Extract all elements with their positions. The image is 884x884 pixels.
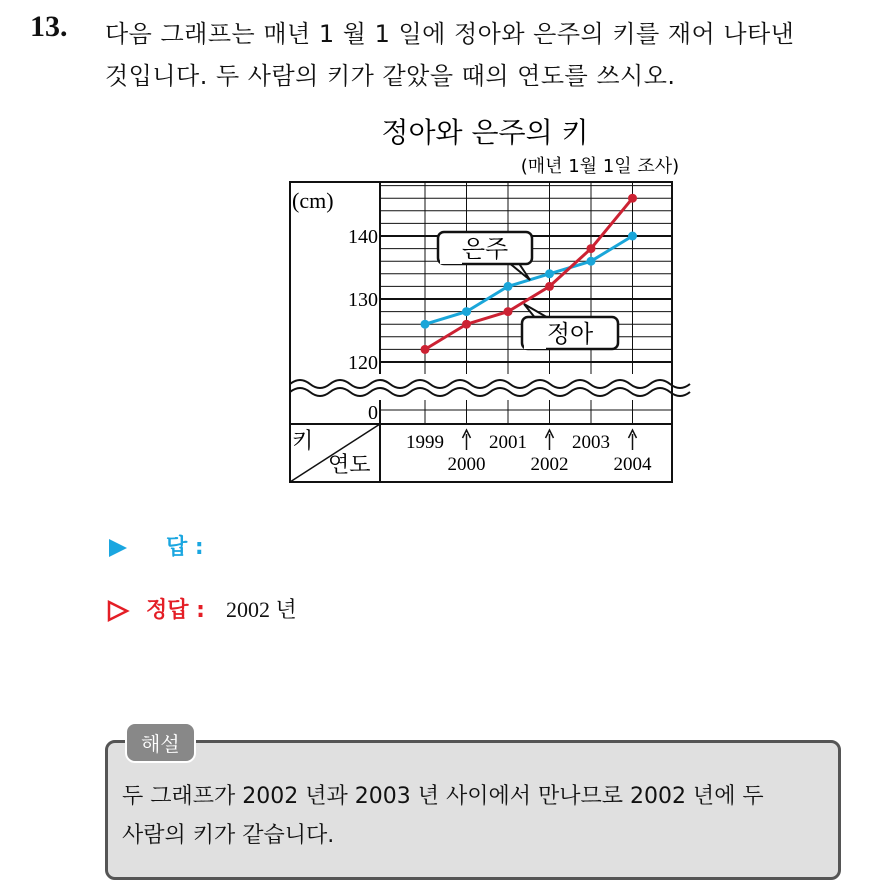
y-axis-label: 키 [292, 429, 314, 454]
series-label: 정아 [546, 320, 594, 348]
data-point [504, 307, 513, 316]
y-tick-label: 140 [348, 226, 378, 248]
question-text-line2: 것입니다. 두 사람의 키가 같았을 때의 연도를 쓰시오. [105, 62, 676, 90]
callout-gap [524, 343, 546, 349]
x-tick-label: 1999 [406, 432, 444, 453]
data-point [545, 269, 554, 278]
chart-title: 정아와 은주의 키 [381, 116, 589, 149]
y-tick-label: 130 [348, 289, 378, 311]
question-text-line1: 다음 그래프는 매년 1 월 1 일에 정아와 은주의 키를 재어 나타낸 [105, 20, 795, 48]
data-point [504, 282, 513, 291]
x-axis-label: 연도 [328, 453, 371, 478]
answer-row [105, 530, 204, 561]
axis-break [290, 374, 690, 400]
x-tick-label: 2003 [572, 432, 610, 453]
callout-gap [440, 258, 462, 264]
x-tick-label: 2001 [489, 432, 527, 453]
data-point [628, 232, 637, 241]
data-point [421, 320, 430, 329]
explanation-line1: 두 그래프가 2002 년과 2003 년 사이에서 만나므로 2002 년에 두 [122, 784, 764, 809]
data-point [628, 194, 637, 203]
data-point [462, 320, 471, 329]
series-label: 은주 [461, 235, 509, 263]
explanation-line2: 사람의 키가 같습니다. [122, 823, 335, 848]
axis-corner [292, 429, 371, 478]
data-point [421, 345, 430, 354]
x-tick-label: 2002 [530, 454, 569, 475]
unit-label: (cm) [292, 188, 334, 213]
y-tick-label: 0 [368, 402, 378, 424]
solution-row [105, 593, 297, 624]
height-chart [280, 112, 680, 491]
x-tick-label: 2000 [447, 454, 486, 475]
data-point [587, 244, 596, 253]
answer-label: 답 : [166, 535, 204, 560]
y-tick-label: 120 [348, 352, 378, 374]
chart-subtitle: (매년 1월 1일 조사) [520, 156, 680, 177]
play-arrow-icon [105, 536, 129, 560]
play-outline-icon [105, 598, 131, 624]
question-number: 13. [30, 10, 68, 43]
x-tick-label: 2004 [613, 454, 652, 475]
data-point [587, 257, 596, 266]
explanation-tag: 해설 [125, 722, 196, 763]
x-tick-labels [406, 430, 652, 475]
explanation-box [105, 740, 841, 880]
data-point [545, 282, 554, 291]
solution-value: 2002 년 [225, 597, 297, 622]
solution-label: 정답 : [146, 598, 205, 623]
data-point [462, 307, 471, 316]
